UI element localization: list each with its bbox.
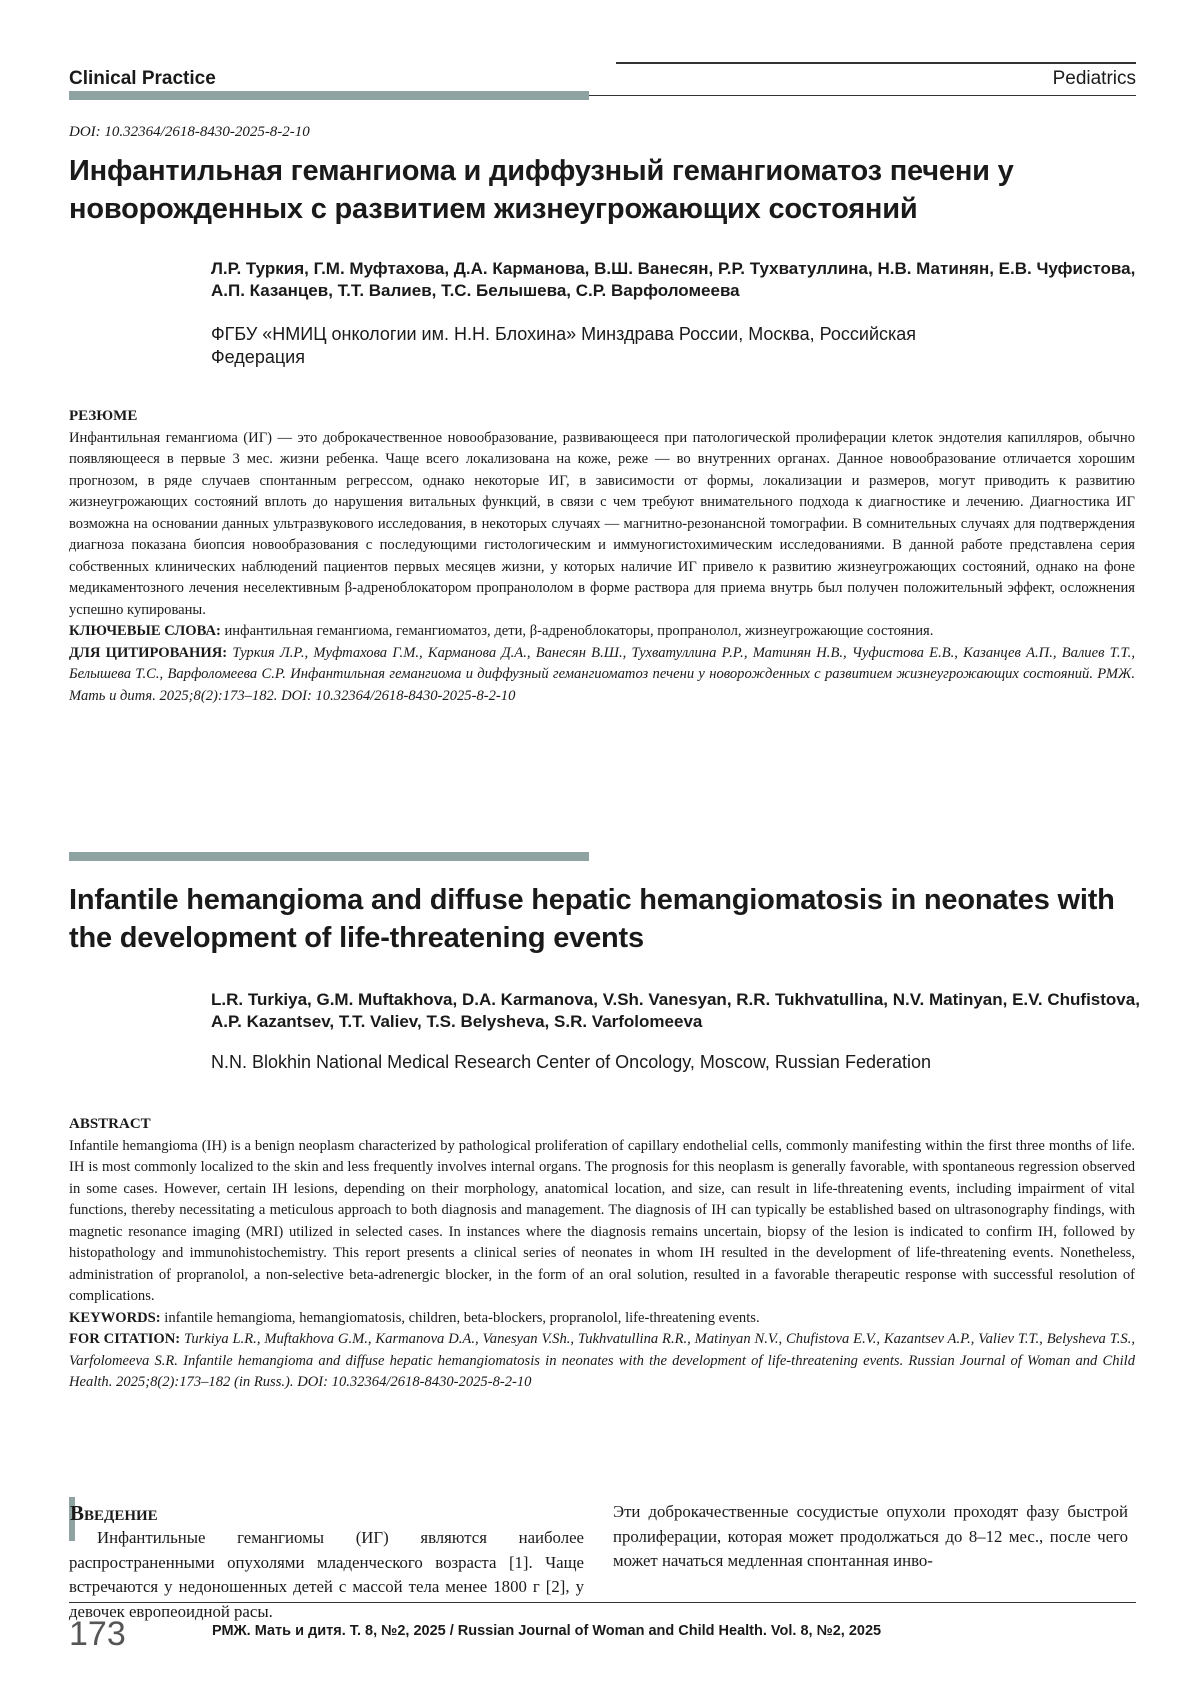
abstract-ru: [69, 406, 1135, 707]
doi[interactable]: DOI: 10.32364/2618-8430-2025-8-2-10: [69, 124, 310, 141]
keywords-ru: [69, 621, 1135, 643]
citation-label-ru: ДЛЯ ЦИТИРОВАНИЯ:: [69, 645, 227, 661]
citation-ru: [69, 643, 1135, 708]
intro-paragraph: Инфантильные гемангиомы (ИГ) являются наиболее распространенными опухолями младенческого возраста [1]. Чаще встречаются у недоношенных детей с массой тела менее 1800 г [2], у девочек европеоидной расы.: [69, 1526, 584, 1624]
affiliation-ru: ФГБУ «НМИЦ онкологии им. Н.Н. Блохина» Минздрава России, Москва, Российская Федерация: [211, 323, 1011, 369]
authors-ru: Л.Р. Туркия, Г.М. Муфтахова, Д.А. Карманова, В.Ш. Ванесян, Р.Р. Тухватуллина, Н.В. Матинян, Е.В. Чуфистова, А.П. Казанцев, Т.Т. Валиев, Т.С. Белышева, С.Р. Варфоломеева: [211, 258, 1141, 302]
citation-label-en: FOR CITATION:: [69, 1331, 180, 1347]
abstract-heading-en: ABSTRACT: [69, 1114, 1135, 1136]
header-accent-bar: [69, 91, 589, 100]
journal-footer: РМЖ. Мать и дитя. Т. 8, №2, 2025 / Russian Journal of Woman and Child Health. Vol. 8, №2, 2025: [212, 1623, 881, 1639]
footer-rule: [69, 1602, 1136, 1603]
intro-heading: Введение: [69, 1500, 584, 1526]
intro-paragraph-continued: Эти доброкачественные сосудистые опухоли проходят фазу быстрой пролиферации, которая может продолжаться до 8–12 мес., после чего может начаться медленная спонтанная инво-: [613, 1500, 1128, 1574]
citation-text-ru: Туркия Л.Р., Муфтахова Г.М., Карманова Д.А., Ванесян В.Ш., Тухватуллина Р.Р., Матинян Н.В., Чуфистова Е.В., Казанцев А.П., Валиев Т.Т., Белышева Т.С., Варфоломеева С.Р. Инфантильная гемангиома и диффузный гемангиоматоз печени у новорожденных с развитием жизнеугрожающих состояний. РМЖ. Мать и дитя. 2025;8(2):173–182. DOI: 10.32364/2618-8430-2025-8-2-10: [69, 645, 1135, 704]
abstract-en: [69, 1114, 1135, 1394]
section-separator-bar: [69, 852, 589, 861]
keywords-en: [69, 1308, 1135, 1330]
abstract-text-ru: Инфантильная гемангиома (ИГ) — это доброкачественное новообразование, развивающееся при патологической пролиферации клеток эндотелия капилляров, обычно появляющееся в первые 3 мес. жизни ребенка. Чаще всего локализована на коже, реже — во внутренних органах. Данное новообразование отличается хорошим прогнозом, в ряде случаев спонтанным регрессом, однако некоторые ИГ, в зависимости от формы, локализации и размеров, могут приводить к развитию жизнеугрожающих состояний вплоть до нарушения витальных функций, в связи с чем требуют внимательного подхода к диагностике и лечению. Диагностика ИГ возможна на основании данных ультразвукового исследования, в некоторых случаях — магнитно-резонансной томографии. В сомнительных случаях для подтверждения диагноза показана биопсия новообразования с последующими гистологическим и иммуногистохимическим исследованиями. В данной работе представлена серия собственных клинических наблюдений пациентов первых месяцев жизни, у которых наличие ИГ привело к развитию жизнеугрожающих состояний, однако на фоне медикаментозного лечения неселективным β-адреноблокатором пропранололом в форме раствора для приема внутрь был получен положительный эффект, осложнения успешно купированы.: [69, 428, 1135, 622]
page-number: 173: [69, 1615, 126, 1654]
authors-en: L.R. Turkiya, G.M. Muftakhova, D.A. Karmanova, V.Sh. Vanesyan, R.R. Tukhvatullina, N.V. Matinyan, E.V. Chufistova, A.P. Kazantsev, T.T. Valiev, T.S. Belysheva, S.R. Varfolomeeva: [211, 989, 1141, 1033]
citation-text-en: Turkiya L.R., Muftakhova G.M., Karmanova D.A., Vanesyan V.Sh., Tukhvatullina R.R., Matinyan N.V., Chufistova E.V., Kazantsev A.P., Valiev T.T., Belysheva T.S., Varfolomeeva S.R. Infantile hemangioma and diffuse hepatic hemangiomatosis in neonates with the development of life-threatening events. Russian Journal of Woman and Child Health. 2025;8(2):173–182 (in Russ.). DOI: 10.32364/2618-8430-2025-8-2-10: [69, 1331, 1135, 1390]
keywords-label-ru: КЛЮЧЕВЫЕ СЛОВА:: [69, 623, 221, 639]
article-title-ru: Инфантильная гемангиома и диффузный гемангиоматоз печени у новорожденных с развитием жизнеугрожающих состояний: [69, 152, 1139, 228]
article-title-en: Infantile hemangioma and diffuse hepatic hemangiomatosis in neonates with the development of life-threatening events: [69, 881, 1139, 957]
abstract-heading-ru: РЕЗЮМЕ: [69, 406, 1135, 428]
body-column-left: [69, 1500, 584, 1624]
citation-en: [69, 1329, 1135, 1394]
section-label: Clinical Practice: [69, 68, 216, 90]
body-column-right: [613, 1500, 1128, 1574]
header-rule-bottom: [589, 95, 1136, 96]
abstract-text-en: Infantile hemangioma (IH) is a benign neoplasm characterized by pathological proliferation of capillary endothelial cells, commonly manifesting within the first three months of life. IH is most commonly localized to the skin and less frequently involves internal organs. The prognosis for this neoplasm is generally favorable, with spontaneous regression observed in some cases. However, certain IH lesions, depending on their morphology, anatomical location, and size, can result in life-threatening events, including impairment of vital functions, thereby necessitating a meticulous approach to both diagnosis and management. The diagnosis of IH can typically be established based on ultrasonography findings, with magnetic resonance imaging (MRI) utilized in selected cases. In instances where the diagnosis remains uncertain, biopsy of the lesion is indicated to confirm IH, followed by histopathology and immunohistochemistry. This report presents a clinical series of neonates in whom IH resulted in the development of life-threatening events. Nonetheless, administration of propranolol, a non-selective beta-adrenergic blocker, in the form of an oral solution, resulted in a favorable therapeutic response with successful resolution of complications.: [69, 1136, 1135, 1308]
header-rule: [616, 62, 1136, 64]
keywords-text-ru: инфантильная гемангиома, гемангиоматоз, дети, β-адреноблокаторы, пропранолол, жизнеугрожающие состояния.: [225, 623, 934, 639]
rubric-label: Pediatrics: [1053, 68, 1136, 90]
keywords-label-en: KEYWORDS:: [69, 1310, 161, 1326]
affiliation-en: N.N. Blokhin National Medical Research Center of Oncology, Moscow, Russian Federation: [211, 1051, 1161, 1074]
keywords-text-en: infantile hemangioma, hemangiomatosis, children, beta-blockers, propranolol, life-threatening events.: [164, 1310, 759, 1326]
